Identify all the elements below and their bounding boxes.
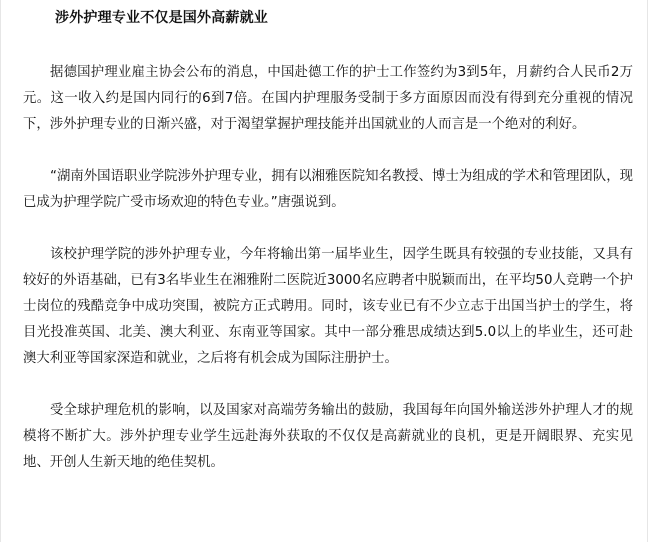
paragraph-quote: “湖南外国语职业学院涉外护理专业，拥有以湘雅医院知名教授、博士为组成的学术和管理团队，现已成为护理学院广受市场欢迎的特色专业。”唐强说到。	[23, 169, 633, 210]
paragraph-salary: 据德国护理业雇主协会公布的消息，中国赴德工作的护士工作签约为3到5年，月薪约合人民币2万元。这一收入约是国内同行的6到7倍。在国内护理服务受制于多方面原因而没有得到充分重视的情况下，涉外护理专业的日渐兴盛，对于渴望掌握护理技能并出国就业的人而言是一个绝对的利好。	[23, 65, 633, 132]
article-title: 涉外护理专业不仅是国外高薪就业	[55, 10, 268, 26]
paragraph-graduates: 该校护理学院的涉外护理专业，今年将输出第一届毕业生，因学生既具有较强的专业技能，又具有较好的外语基础，已有3名毕业生在湘雅附二医院近3000名应聘者中脱颖而出，在平均50人竞聘一个护士岗位的残酷竞争中成功突围，被院方正式聘用。同时，该专业已有不少立志于出国当护士的学生，将目光投准英国、北美、澳大利亚、东南亚等国家。其中一部分雅思成绩达到5.0以上的毕业生，还可赴澳大利亚等国家深造和就业，之后将有机会成为国际注册护士。	[23, 247, 633, 366]
paragraph-outlook: 受全球护理危机的影响，以及国家对高端劳务输出的鼓励，我国每年向国外输送涉外护理人才的规模将不断扩大。涉外护理专业学生远赴海外获取的不仅仅是高薪就业的良机，更是开阔眼界、充实见地、开创人生新天地的绝佳契机。	[23, 403, 633, 470]
article-body	[23, 8, 633, 476]
